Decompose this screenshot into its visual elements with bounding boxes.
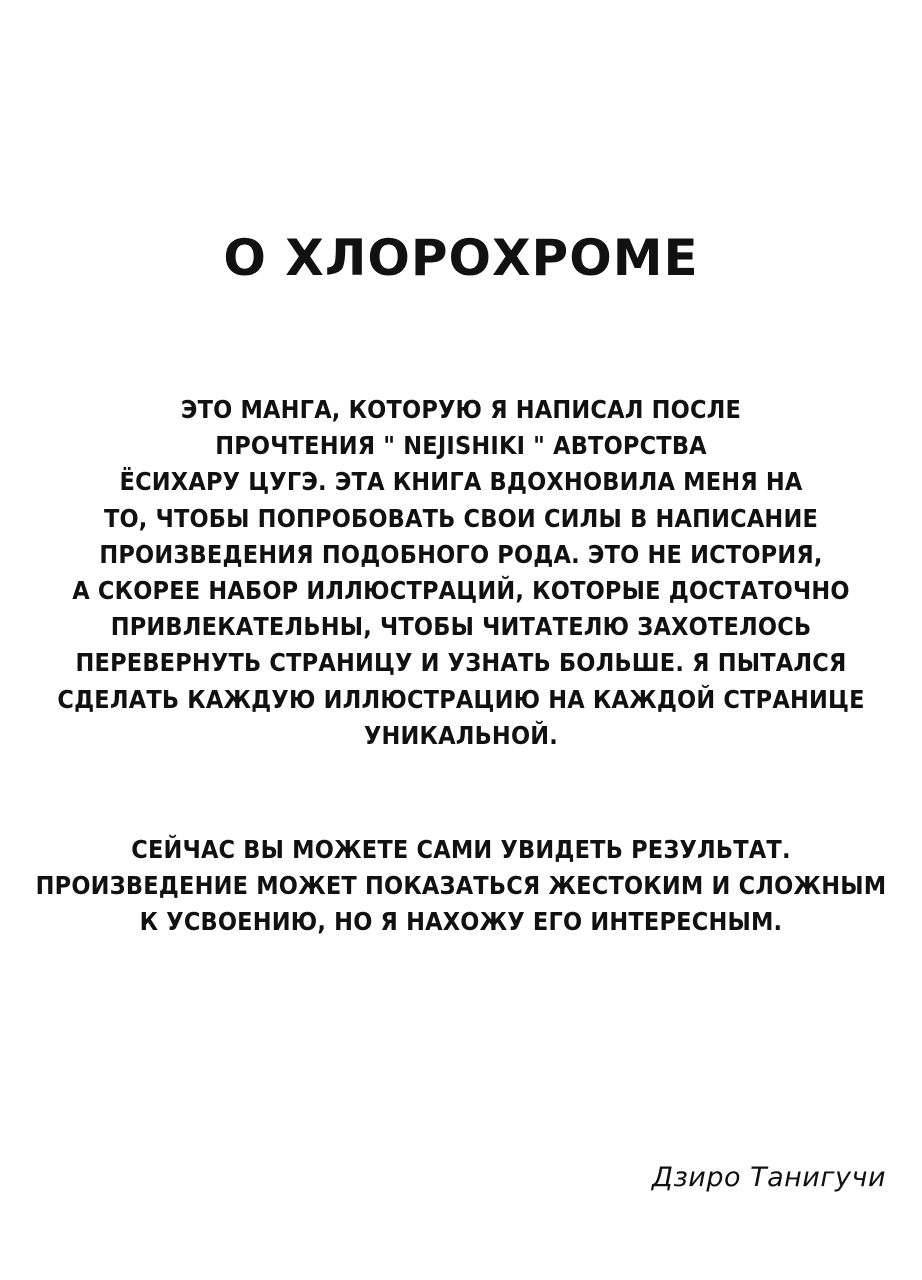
paragraph-line: ПРОИЗВЕДЕНИЕ МОЖЕТ ПОКАЗАТЬСЯ ЖЕСТОКИМ И СЛОЖНЫМ bbox=[35, 871, 887, 901]
paragraph-line: А СКОРЕЕ НАБОР ИЛЛЮСТРАЦИЙ, КОТОРЫЕ ДОСТАТОЧНО bbox=[72, 576, 850, 606]
paragraph-line: СДЕЛАТЬ КАЖДУЮ ИЛЛЮСТРАЦИЮ НА КАЖДОЙ СТРАНИЦЕ bbox=[57, 684, 865, 714]
paragraph-line: ПЕРЕВЕРНУТЬ СТРАНИЦУ И УЗНАТЬ БОЛЬШЕ. Я ПЫТАЛСЯ bbox=[75, 648, 847, 678]
paragraph-line: ЭТО МАНГА, КОТОРУЮ Я НАПИСАЛ ПОСЛЕ bbox=[180, 395, 742, 424]
paragraph-line: ПРИВЛЕКАТЕЛЬНЫ, ЧТОБЫ ЧИТАТЕЛЮ ЗАХОТЕЛОСЬ bbox=[110, 612, 812, 642]
paragraph-line: УНИКАЛЬНОЙ. bbox=[363, 720, 559, 750]
paragraph-line: ЁСИХАРУ ЦУГЭ. ЭТА КНИГА ВДОХНОВИЛА МЕНЯ НА bbox=[119, 467, 803, 497]
paragraph-line: ПРОЧТЕНИЯ " NEJISHIKI " АВТОРСТВА bbox=[215, 431, 707, 461]
paragraph-line: ПРОИЗВЕДЕНИЯ ПОДОБНОГО РОДА. ЭТО НЕ ИСТОРИЯ, bbox=[99, 539, 823, 569]
intro-paragraph bbox=[0, 392, 922, 754]
paragraph-line: СЕЙЧАС ВЫ МОЖЕТЕ САМИ УВИДЕТЬ РЕЗУЛЬТАТ. bbox=[131, 835, 791, 864]
closing-paragraph bbox=[0, 832, 922, 941]
paragraph-line: ТО, ЧТОБЫ ПОПРОБОВАТЬ СВОИ СИЛЫ В НАПИСАНИЕ bbox=[103, 503, 819, 533]
paragraph-line: К УСВОЕНИЮ, НО Я НАХОЖУ ЕГО ИНТЕРЕСНЫМ. bbox=[139, 907, 783, 937]
author-signature: Дзиро Танигучи bbox=[651, 1162, 886, 1193]
page-title: О ХЛОРОХРОМЕ bbox=[223, 229, 699, 287]
